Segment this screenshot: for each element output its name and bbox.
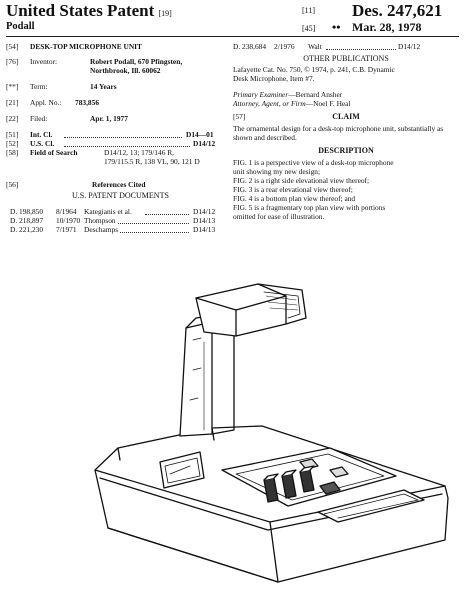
ref-name: Kategianis et al. bbox=[84, 207, 132, 216]
inventor-surname: Podall bbox=[6, 21, 35, 32]
field-76-code: [76] bbox=[6, 57, 19, 66]
ref-date: 10/1970 bbox=[56, 216, 81, 225]
description-line: omitted for ease of illustration. bbox=[233, 212, 325, 221]
description-line: unit showing my new design; bbox=[233, 167, 321, 176]
appl-no-value: 783,856 bbox=[75, 98, 100, 107]
us-patent-documents-heading: U.S. PATENT DOCUMENTS bbox=[72, 191, 169, 200]
top-ref-number: D. 238,684 bbox=[233, 42, 267, 51]
int-cl-label: Int. Cl. bbox=[30, 130, 53, 139]
term-value: 14 Years bbox=[90, 82, 117, 91]
title-ref-code: [19] bbox=[158, 9, 172, 18]
ref-name: Deschamps bbox=[84, 225, 119, 234]
ref-number: D. 221,230 bbox=[10, 225, 44, 234]
field-52-code: [52] bbox=[6, 139, 19, 148]
top-ref-name: Walt bbox=[308, 42, 322, 51]
field-21-code: [21] bbox=[6, 98, 19, 107]
us-cl-value: D14/12 bbox=[193, 139, 216, 148]
attorney-name: —Noel F. Heal bbox=[305, 99, 351, 108]
description-line: FIG. 4 is a bottom plan view thereof; and bbox=[233, 194, 356, 203]
field-56-code: [56] bbox=[6, 180, 19, 189]
field-22-code: [22] bbox=[6, 114, 19, 123]
field-of-search-line1: D14/12, 13; 179/146 R, bbox=[104, 148, 175, 157]
appl-no-label: Appl. No.: bbox=[30, 98, 62, 107]
claim-code: [57] bbox=[233, 112, 246, 121]
primary-examiner-label: Primary Examiner bbox=[233, 90, 289, 99]
ref-class: D14/13 bbox=[193, 216, 216, 225]
top-ref-date: 2/1976 bbox=[274, 42, 295, 51]
inventor-label: Inventor: bbox=[30, 57, 58, 66]
field-of-search-label: Field of Search bbox=[30, 148, 78, 157]
description-line: FIG. 5 is a fragmentary top plan view with portions bbox=[233, 203, 386, 212]
references-cited-heading: References Cited bbox=[92, 180, 146, 189]
field-51-code: [51] bbox=[6, 130, 19, 139]
field-term-code: [**] bbox=[6, 82, 19, 91]
filed-label: Filed: bbox=[30, 114, 48, 123]
us-cl-label: U.S. Cl. bbox=[30, 139, 55, 148]
patent-number: Des. 247,621 bbox=[352, 1, 443, 20]
number-ref-code: [11] bbox=[302, 6, 316, 15]
description-line: FIG. 3 is a rear elevational view thereof; bbox=[233, 185, 353, 194]
inventor-line2: Northbrook, Ill. 60062 bbox=[90, 66, 161, 75]
ref-class: D14/13 bbox=[193, 225, 216, 234]
claim-heading: CLAIM bbox=[332, 112, 360, 121]
date-ref-code: [45] bbox=[302, 24, 316, 33]
top-ref-class: D14/12 bbox=[398, 42, 421, 51]
field-54-code: [54] bbox=[6, 42, 19, 51]
field-58-code: [58] bbox=[6, 148, 19, 157]
term-label: Term: bbox=[30, 82, 48, 91]
ref-date: 7/1971 bbox=[56, 225, 77, 234]
field-of-search-line2: 179/115.5 R, 138 VL, 90, 121 D bbox=[104, 157, 200, 166]
ref-class: D14/12 bbox=[193, 207, 216, 216]
filed-value: Apr. 1, 1977 bbox=[90, 114, 128, 123]
description-line: FIG. 2 is a right side elevational view thereof; bbox=[233, 176, 370, 185]
other-publications-heading: OTHER PUBLICATIONS bbox=[303, 54, 389, 63]
other-publications-line2: Desk Microphone, Item #7. bbox=[233, 74, 315, 83]
description-line: FIG. 1 is a perspective view of a desk-top microphone bbox=[233, 158, 394, 167]
ref-date: 8/1964 bbox=[56, 207, 77, 216]
ref-number: D. 198,850 bbox=[10, 207, 44, 216]
primary-examiner-name: —Bernard Ansher bbox=[288, 90, 343, 99]
patent-date: Mar. 28, 1978 bbox=[352, 20, 422, 34]
attorney-label: Attorney, Agent, or Firm bbox=[233, 99, 306, 108]
description-heading: DESCRIPTION bbox=[318, 146, 374, 155]
date-mark: •• bbox=[332, 20, 341, 34]
ref-name: Thompson bbox=[84, 216, 116, 225]
claim-text: The ornamental design for a desk-top microphone unit, substantially as shown and described. bbox=[233, 124, 444, 142]
microphone-head bbox=[196, 284, 306, 336]
ref-number: D. 218,897 bbox=[10, 216, 44, 225]
int-cl-value: D14—01 bbox=[186, 130, 214, 139]
inventor-line1: Robert Podall, 670 Pfingsten, bbox=[90, 57, 183, 66]
design-title: DESK-TOP MICROPHONE UNIT bbox=[30, 42, 142, 51]
patent-title-text: United States Patent bbox=[6, 1, 155, 20]
other-publications-line1: Lafayette Cat. No. 750, © 1974, p. 241, C.B. Dynamic bbox=[233, 65, 395, 74]
